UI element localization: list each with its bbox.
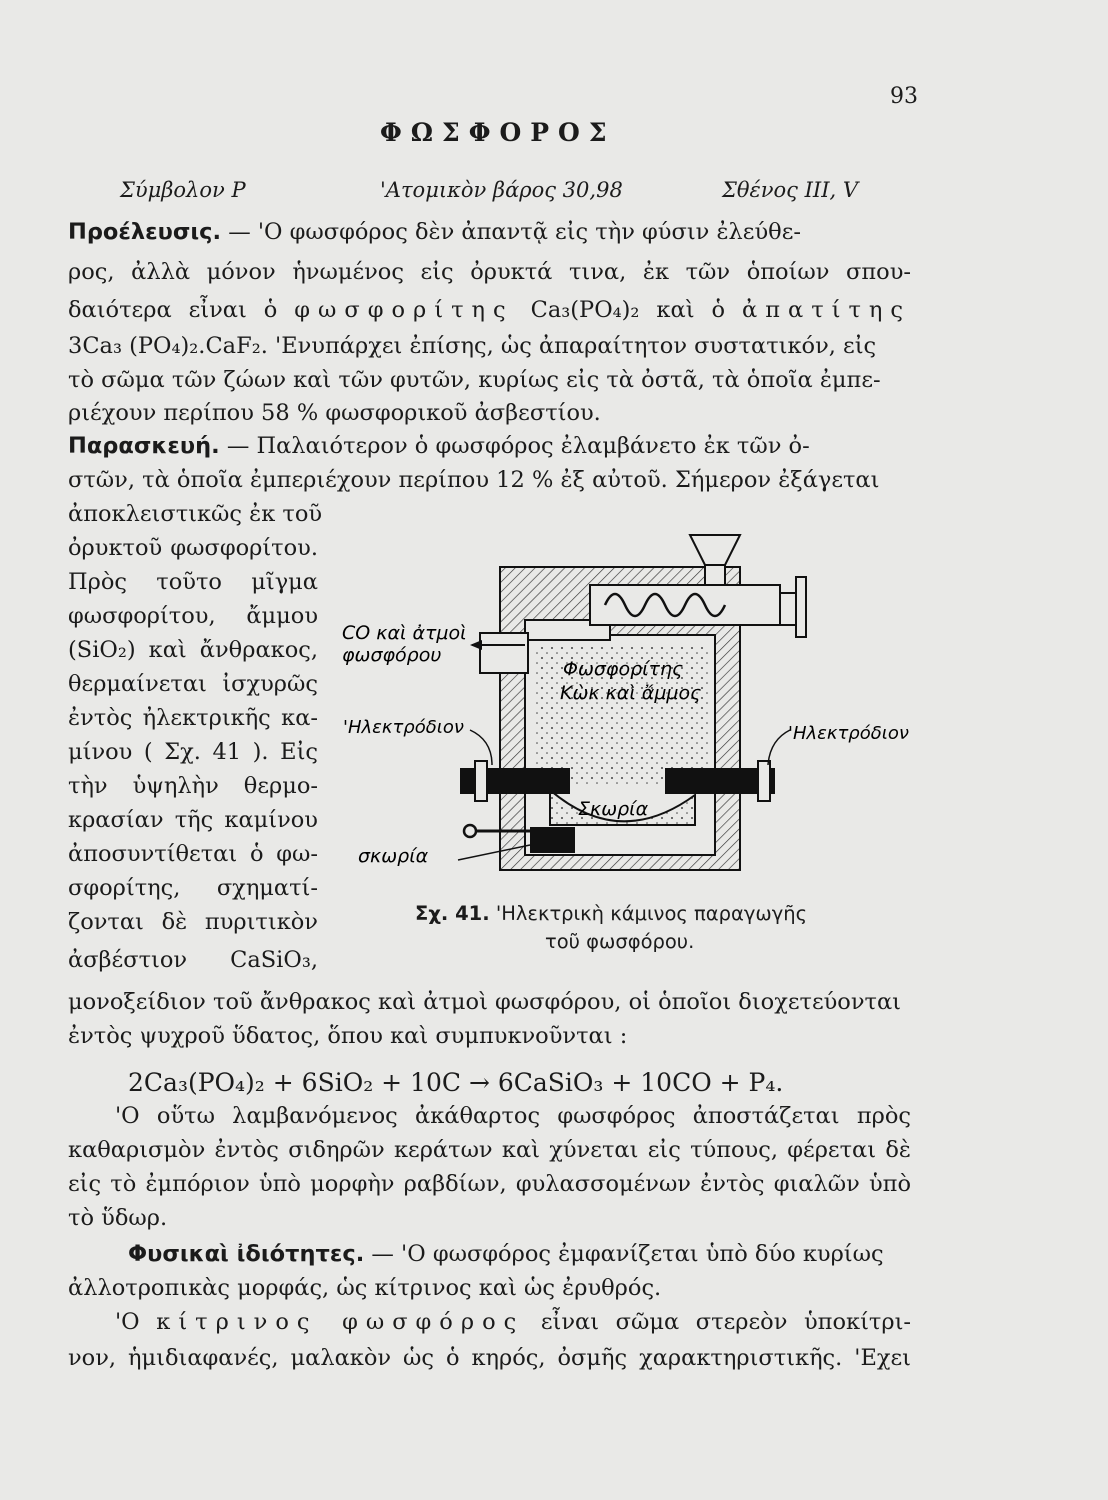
hopper (690, 535, 740, 565)
figure-caption-label: Σχ. 41. (415, 902, 490, 925)
narrow-line: ἀποσυντίθεται ὁ φω- (68, 841, 318, 867)
prep-para2-line-4: τὸ ὕδωρ. (68, 1205, 168, 1231)
props-text: — 'Ο φωσφόρος ἐμφανίζεται ὑπὸ δύο κυρίως (371, 1241, 884, 1267)
origin-line-3 (68, 294, 911, 327)
mineral-apatite: ἀπατίτης (742, 297, 912, 323)
props-line-3 (115, 1306, 911, 1339)
label-coke-sand: Κὼκ καὶ ἄμμος (560, 682, 702, 704)
page-title: ΦΩΣΦΟΡΟΣ (380, 118, 616, 147)
label-slag-inside: Σκωρία (578, 798, 649, 820)
origin-line-6: ριέχουν περίπου 58 % φωσφορικοῦ ἀσβεστίου. (68, 400, 601, 426)
atomic-weight-info: 'Ατομικὸν βάρος 30,98 (380, 178, 623, 202)
prep-para2-line-1: 'Ο οὕτω λαμβανόμενος ἀκάθαρτος φωσφόρος ἀποστάζεται πρὸς (115, 1103, 911, 1129)
narrow-line: ἐντὸς ἠλεκτρικῆς κα- (68, 705, 318, 731)
prep-line-after-2: ἐντὸς ψυχροῦ ὕδατος, ὅπου καὶ συμπυκνοῦνται : (68, 1023, 628, 1049)
narrow-line: θερμαίνεται ἰσχυρῶς (68, 671, 318, 697)
prep-heading: Παρασκευή. (68, 433, 220, 459)
props-heading: Φυσικαὶ ἰδιότητες. (128, 1241, 365, 1267)
origin-line-1 (68, 216, 911, 249)
prep-para2-line-2: καθαρισμὸν ἐντὸς σιδηρῶν κεράτων καὶ χύνεται εἰς τύπους, φέρεται δὲ (68, 1137, 911, 1163)
origin-heading: Προέλευσις. (68, 219, 222, 245)
label-phosphorite: Φωσφορίτης (563, 658, 684, 680)
narrow-line: φωσφορίτου, ἄμμου (68, 603, 318, 629)
label-co-2: φωσφόρου (342, 644, 442, 666)
origin-text-3b: Ca₃(PO₄)₂ καὶ ὁ (530, 297, 726, 323)
props-line-1 (128, 1238, 911, 1271)
page-number: 93 (890, 84, 918, 109)
narrow-line: κρασίαν τῆς καμίνου (68, 807, 318, 833)
gas-outlet (480, 633, 528, 673)
origin-line-2: ρος, ἀλλὰ μόνον ἡνωμένος εἰς ὀρυκτά τινα, ἐκ τῶν ὁποίων σπου- (68, 259, 911, 285)
figure-caption-line-2: τοῦ φωσφόρου. (545, 930, 695, 953)
prep-line-1 (68, 430, 911, 463)
prep-line-after-1: μονοξείδιον τοῦ ἄνθρακος καὶ ἀτμοὶ φωσφόρου, οἱ ὁποῖοι διοχετεύονται (68, 989, 901, 1015)
symbol-info: Σύμβολον P (120, 178, 246, 202)
props-text-3a: 'Ο (115, 1309, 140, 1335)
origin-line-5: τὸ σῶμα τῶν ζώων καὶ τῶν φυτῶν, κυρίως εἰς τὰ ὀστᾶ, τὰ ὁποῖα ἐμπε- (68, 367, 881, 393)
props-text-3b: εἶναι σῶμα στερεὸν ὑποκίτρι- (540, 1309, 911, 1335)
narrow-line: ὀρυκτοῦ φωσφορίτου. (68, 535, 318, 561)
label-electrode-right: 'Ηλεκτρόδιον (788, 723, 909, 744)
narrow-line: Πρὸς τοῦτο μῖγμα (68, 569, 318, 595)
term-yellow-phosphorus: κίτρινος φωσφόρος (156, 1309, 525, 1335)
narrow-line: μίνου ( Σχ. 41 ). Εἰς (68, 739, 318, 765)
reaction-formula: 2Ca₃(PO₄)₂ + 6SiO₂ + 10C → 6CaSiO₃ + 10CO + P₄. (128, 1068, 784, 1097)
valence-info: Σθένος III, V (722, 178, 859, 202)
prep-text: — Παλαιότερον ὁ φωσφόρος ἐλαμβάνετο ἐκ τῶν ὀ- (226, 433, 810, 459)
origin-line-4: 3Ca₃ (PO₄)₂.CaF₂. 'Ενυπάρχει ἐπίσης, ὡς ἀπαραίτητον συστατικόν, εἰς (68, 333, 877, 359)
narrow-line: ἀσβέστιον CaSiO₃, (68, 947, 318, 973)
narrow-line: σφορίτης, σχηματί- (68, 875, 318, 901)
narrow-line: ἀποκλειστικῶς ἐκ τοῦ (68, 501, 323, 527)
narrow-line: τὴν ὑψηλὴν θερμο- (68, 773, 318, 799)
figure-caption-line-1 (415, 900, 807, 928)
label-co-1: CO καὶ ἀτμοὶ (342, 622, 467, 644)
origin-text: — 'Ο φωσφόρος δὲν ἀπαντᾷ εἰς τὴν φύσιν ἐλεύθε- (228, 219, 801, 245)
label-electrode-left: 'Ηλεκτρόδιον (343, 717, 464, 738)
prep-para2-line-3: εἰς τὸ ἐμπόριον ὑπὸ μορφὴν ραβδίων, φυλασσομένων ἐντὸς φιαλῶν ὑπὸ (68, 1171, 911, 1197)
figure-caption-text: 'Ηλεκτρικὴ κάμινος παραγωγῆς (495, 902, 808, 925)
slag-outlet (530, 827, 575, 853)
prep-line-2: στῶν, τὰ ὁποῖα ἐμπεριέχουν περίπου 12 % ἐξ αὐτοῦ. Σήμερον ἐξάγεται (68, 467, 880, 493)
mineral-phosphorite: φωσφορίτης (294, 297, 514, 323)
furnace-diagram (320, 525, 920, 900)
props-line-4: νον, ἡμιδιαφανές, μαλακὸν ὡς ὁ κηρός, ὀσμῆς χαρακτηριστικῆς. 'Εχει (68, 1345, 911, 1371)
narrow-line: (SiO₂) καὶ ἄνθρακος, (68, 637, 318, 663)
label-slag-outlet: σκωρία (358, 845, 429, 867)
origin-text-3a: δαιότερα εἶναι ὁ (68, 297, 278, 323)
narrow-line: ζονται δὲ πυριτικὸν (68, 909, 318, 935)
props-line-2: ἀλλοτροπικὰς μορφάς, ὡς κίτρινος καὶ ὡς ἐρυθρός. (68, 1275, 662, 1301)
